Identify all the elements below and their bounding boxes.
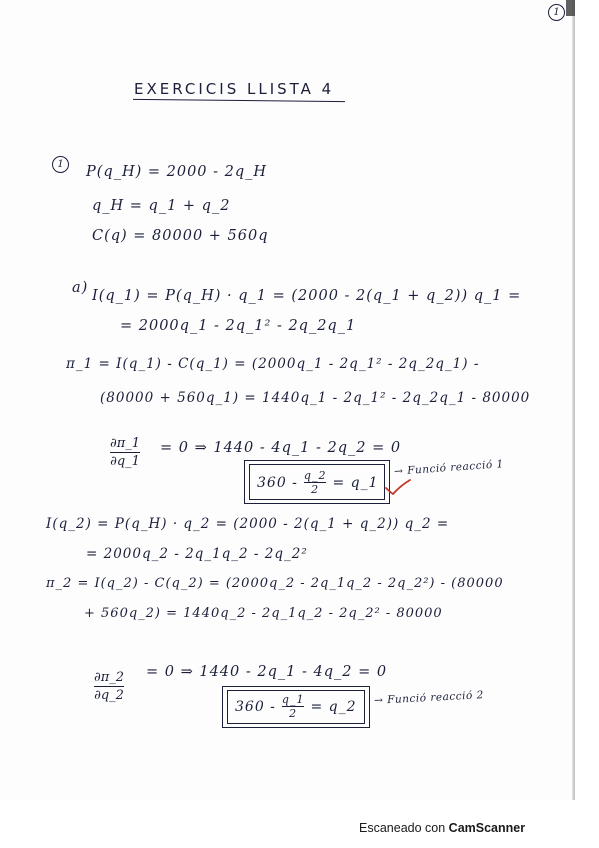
profit-2-expanded: + 560q_2) = 1440q_2 - 2q_1q_2 - 2q_2² - 80000 (84, 606, 443, 621)
given-demand: P(q_H) = 2000 - 2q_H (86, 164, 268, 180)
part-a-label: a) (72, 280, 89, 296)
result-2-frac-den: 2 (289, 707, 298, 720)
result-2-annotation: → Funció reacció 2 (373, 689, 485, 707)
fraction-bar (110, 452, 140, 453)
derivative-1-fraction (110, 436, 140, 469)
profit-1-expanded: (80000 + 560q_1) = 1440q_1 - 2q_1² - 2q_2q_1 - 80000 (100, 390, 531, 406)
result-2-right: = q_2 (310, 698, 357, 715)
income-1-expanded: = 2000q_1 - 2q_1² - 2q_2q_1 (120, 318, 357, 334)
derivative-1-equation: = 0 ⇒ 1440 - 4q_1 - 2q_2 = 0 (160, 440, 402, 456)
result-1-right: = q_1 (332, 474, 379, 491)
derivative-2-equation: = 0 ⇒ 1440 - 2q_1 - 4q_2 = 0 (146, 664, 388, 680)
page-edge-mark (566, 0, 575, 16)
result-2-expression (235, 694, 357, 719)
derivative-1-den: ∂q_1 (110, 454, 140, 469)
given-cost: C(q) = 80000 + 560q (92, 228, 269, 244)
result-1-fraction (304, 470, 327, 495)
derivative-2-fraction (94, 670, 124, 703)
derivative-2-num: ∂π_2 (94, 670, 125, 685)
profit-2-line: π_2 = I(q_2) - C(q_2) = (2000q_2 - 2q_1q_2 - 2q_2²) - (80000 (46, 576, 504, 591)
result-1-expression (257, 470, 379, 495)
result-1-frac-num: q_2 (303, 469, 327, 482)
result-2-frac-num: q_1 (281, 693, 305, 706)
page-number: 1 (548, 4, 565, 21)
exercise-number: 1 (52, 156, 69, 173)
watermark-brand: CamScanner (448, 821, 526, 835)
title-underline (133, 99, 345, 102)
fraction-bar (94, 686, 124, 687)
page-edge (572, 0, 575, 800)
derivative-2-den: ∂q_2 (94, 688, 124, 703)
page-title: EXERCICIS LLISTA 4 (134, 80, 335, 98)
profit-1-line: π_1 = I(q_1) - C(q_1) = (2000q_1 - 2q_1² - 2q_2q_1) - (66, 356, 480, 372)
derivative-1-num: ∂π_1 (110, 436, 141, 451)
result-2-left: 360 - (235, 698, 276, 715)
given-quantity: q_H = q_1 + q_2 (92, 198, 231, 214)
scanner-watermark (359, 821, 525, 835)
result-1-annotation: → Funció reacció 1 (393, 458, 505, 478)
result-1-left: 360 - (257, 474, 298, 491)
check-mark-icon (384, 478, 412, 496)
watermark-prefix: Escaneado con (359, 821, 446, 835)
result-1-box (244, 460, 390, 504)
income-2-line: I(q_2) = P(q_H) · q_2 = (2000 - 2(q_1 + q_2)) q_2 = (46, 516, 450, 532)
income-1-line: I(q_1) = P(q_H) · q_1 = (2000 - 2(q_1 + q_2)) q_1 = (92, 288, 522, 304)
income-2-expanded: = 2000q_2 - 2q_1q_2 - 2q_2² (86, 546, 308, 562)
result-2-box (222, 686, 370, 728)
result-2-fraction (282, 694, 305, 719)
result-1-frac-den: 2 (311, 483, 320, 496)
